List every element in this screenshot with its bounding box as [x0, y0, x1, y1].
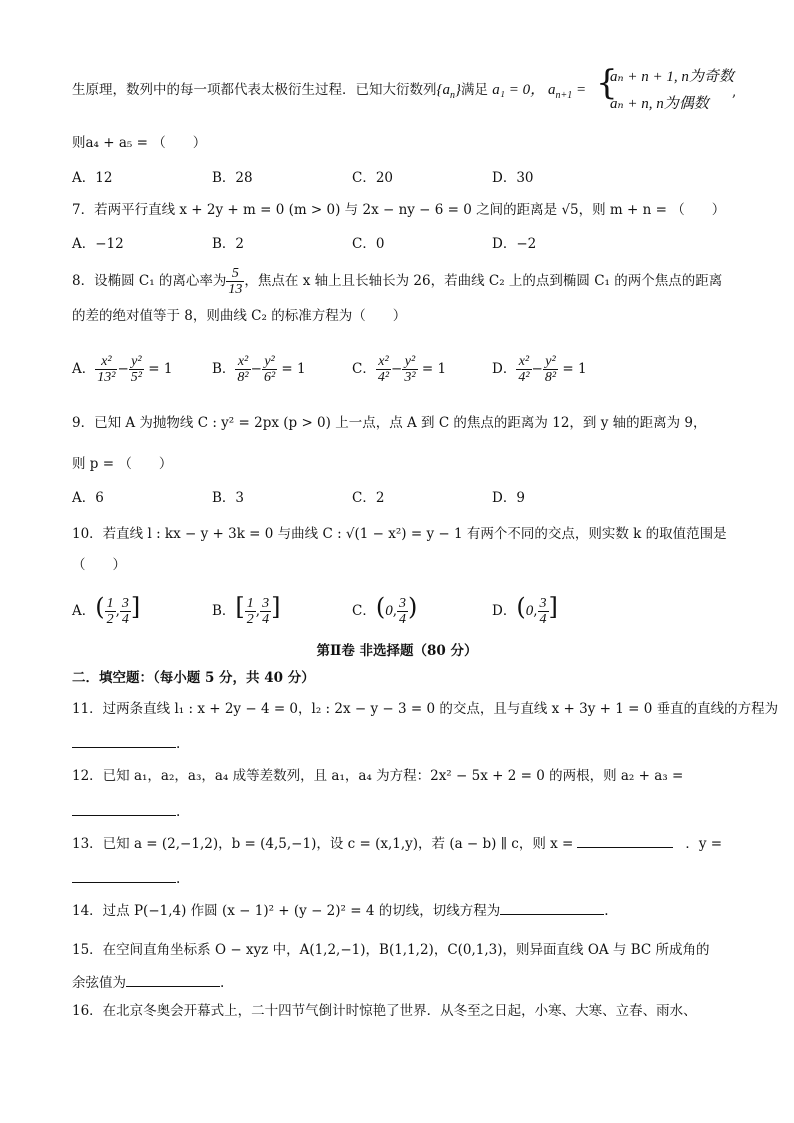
q6-case1: aₙ + n + 1, n为奇数 — [610, 69, 734, 85]
q9-line2: 则 p = （ ） — [72, 456, 173, 472]
q9-opt-a: A．6 — [72, 490, 104, 506]
q8-opt-d: D． $\frac{\text{x²}}{\text{4²}}$ − $\frac{\text{y²}}{\text{8²}}$ = 1 — [492, 354, 587, 385]
section2-title: 二．填空题：（每小题 5 分，共 40 分） — [72, 670, 315, 686]
q15-line2: 余弦值为 . — [72, 972, 224, 993]
q12-answer-line: . — [72, 801, 180, 822]
q16-line1: 16．在北京冬奥会开幕式上，二十四节气倒计时惊艳了世界．从冬至之日起，小寒、大寒、立春、雨水、 — [72, 1003, 697, 1019]
q10-opt-c: C．(0, $\frac{3}{4}$ ) — [352, 593, 418, 627]
q8-opt-a: A． $\frac{\text{x²}}{\text{13²}}$ − $\frac{\text{y²}}{\text{5²}}$ = 1 — [72, 354, 173, 385]
q15-blank[interactable] — [126, 972, 220, 987]
q10-line2: （ ） — [72, 557, 126, 573]
q10-opt-a: A．( $\frac{1}{2}$ , $\frac{3}{4}$ ] — [72, 593, 141, 627]
q9-opt-c: C．2 — [352, 490, 385, 506]
q6-opt-d: D．30 — [492, 170, 534, 186]
q6-opt-a: A．12 — [72, 170, 113, 186]
q7-opt-c: C．0 — [352, 236, 385, 252]
q6-case2: aₙ + n, n为偶数 — [610, 96, 709, 112]
q8-opt-c: C． $\frac{\text{x²}}{\text{4²}}$ − $\frac{\text{y²}}{\text{3²}}$ = 1 — [352, 354, 447, 385]
q8-line1: 8．设椭圆 C₁ 的离心率为 $\frac{5}{13}$ ，焦点在 x 轴上且长轴长为 26，若曲线 C₂ 上的点到椭圆 C₁ 的两个焦点的距离 — [72, 266, 723, 297]
q11-line1: 11．过两条直线 l₁ : x + 2y − 4 = 0，l₂ : 2x − y − 3 = 0 的交点，且与直线 x + 3y + 1 = 0 垂直的直线的方程为 — [72, 701, 779, 717]
q14-line1: 14．过点 P(−1,4) 作圆 (x − 1)² + (y − 2)² = 4 的切线，切线方程为 . — [72, 900, 609, 921]
q8-line2: 的差的绝对值等于 8，则曲线 C₂ 的标准方程为（ ） — [72, 308, 407, 324]
q10-line1: 10．若直线 l : kx − y + 3k = 0 与曲线 C : √(1 − x²) = y − 1 有两个不同的交点，则实数 k 的取值范围是 — [72, 526, 727, 542]
q7-opt-b: B．2 — [212, 236, 245, 252]
q12-blank[interactable] — [72, 801, 176, 816]
q11-answer-line: . — [72, 733, 180, 754]
q6-a1: a₁ = 0， — [492, 82, 546, 98]
q10-opt-b: B．[ $\frac{1}{2}$ , $\frac{3}{4}$ ] — [212, 593, 281, 627]
q6-recurrence: $a_{n+1}$ = — [548, 82, 587, 101]
q6-comma: , — [732, 84, 737, 100]
q14-blank[interactable] — [500, 900, 604, 915]
q6-opt-b: B．28 — [212, 170, 253, 186]
q13-blank-y[interactable] — [72, 868, 176, 883]
q7-opt-a: A．−12 — [72, 236, 124, 252]
q8-opt-b: B． $\frac{\text{x²}}{\text{8²}}$ − $\frac{\text{y²}}{\text{6²}}$ = 1 — [212, 354, 306, 385]
q9-opt-d: D．9 — [492, 490, 525, 506]
q6-brace: { — [596, 63, 618, 103]
q6-opt-c: C．20 — [352, 170, 394, 186]
q11-blank[interactable] — [72, 733, 176, 748]
q6-line2: 则a₄ + a₅ = （ ） — [72, 135, 207, 151]
part2-title: 第Ⅱ卷 非选择题（80 分） — [316, 643, 478, 659]
q9-line1: 9．已知 A 为抛物线 C : y² = 2px (p > 0) 上一点，点 A 到 C 的焦点的距离为 12，到 y 轴的距离为 9， — [72, 415, 707, 431]
q13-blank-x[interactable] — [577, 833, 673, 848]
q6-line1 — [72, 80, 545, 106]
q6-text-a: 生原理，数列中的每一项都代表太极衍生过程．已知大衍数列 — [72, 82, 437, 98]
q12-line1: 12．已知 a₁，a₂，a₃，a₄ 成等差数列，且 a₁，a₄ 为方程：2x² − 5x + 2 = 0 的两根，则 a₂ + a₃ = — [72, 768, 684, 784]
q15-line1: 15．在空间直角坐标系 O − xyz 中，A(1,2,−1)，B(1,1,2)，C(0,1,3)，则异面直线 OA 与 BC 所成角的 — [72, 942, 710, 958]
q9-opt-b: B．3 — [212, 490, 245, 506]
q6-seq: $\{a_n\}$ — [436, 82, 461, 101]
q7-opt-d: D．−2 — [492, 236, 537, 252]
q8-eccentricity: $\frac{5}{13}$ — [228, 266, 243, 297]
q7-stem: 7．若两平行直线 x + 2y + m = 0 (m > 0) 与 2x − ny − 6 = 0 之间的距离是 √5，则 m + n = （ ） — [72, 202, 726, 218]
q13-answer-line: . — [72, 868, 180, 889]
q6-cond: 满足 — [461, 82, 488, 98]
q10-opt-d: D．(0, $\frac{3}{4}$ ] — [492, 593, 558, 627]
q13-line1: 13．已知 a = (2,−1,2)，b = (4,5,−1)，设 c = (x,1,y)，若 (a − b) ∥ c，则 x = ．y = — [72, 833, 722, 854]
